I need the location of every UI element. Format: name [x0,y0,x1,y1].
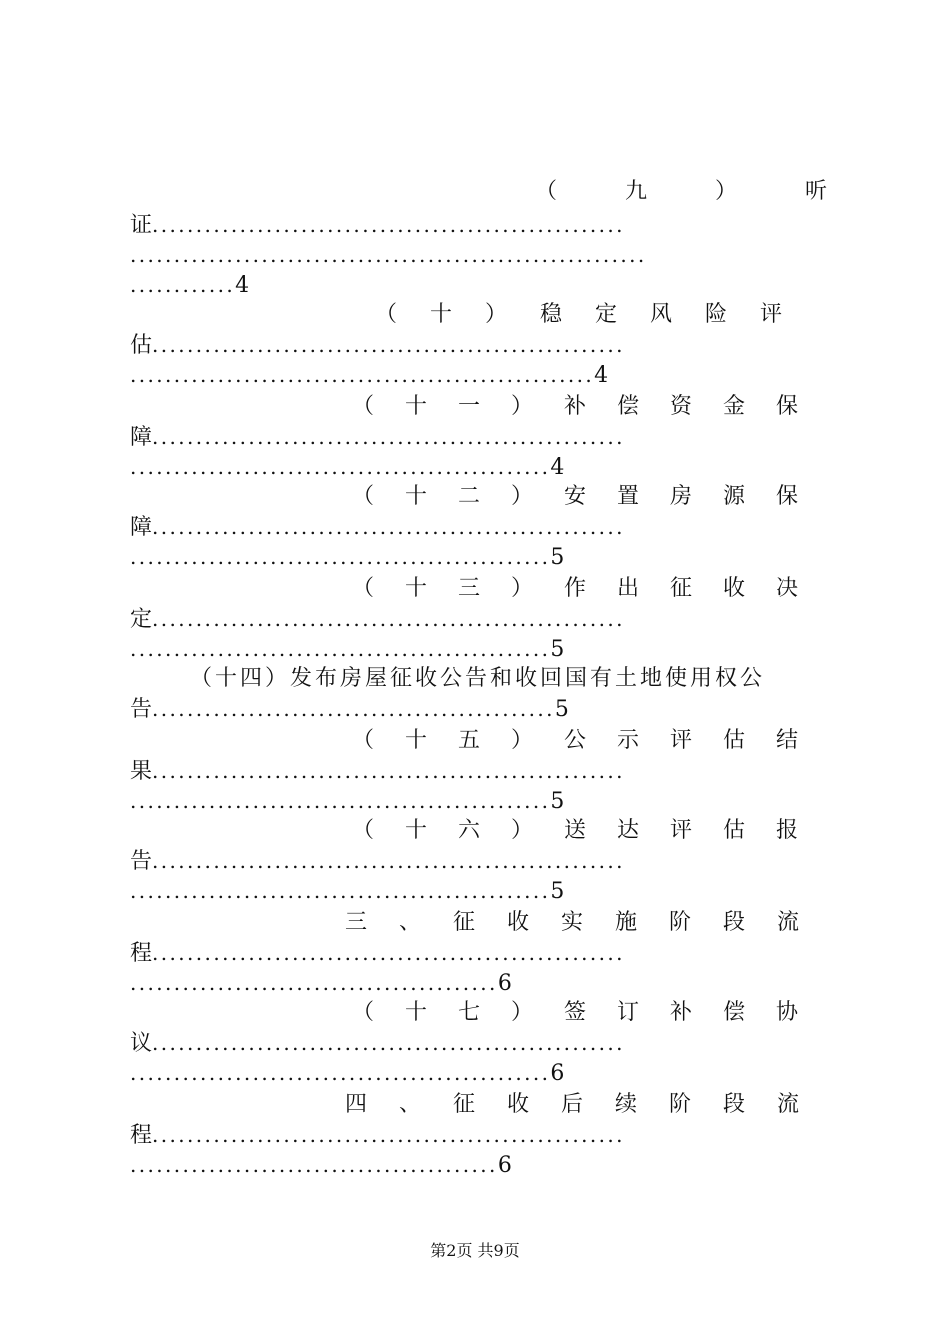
toc-first-char: 告 [130,697,153,722]
toc-entry-page-line: ..........................................6 [130,1153,512,1178]
toc-entry-dots: 定...................................................... [130,607,625,632]
toc-first-char: 证 [130,213,153,238]
toc-entry-title [352,574,830,604]
toc-entry-dots: 障...................................................... [130,515,625,540]
toc-title-text: （九）听 [535,179,896,204]
toc-page-number: 6 [497,971,512,996]
toc-entry-title [345,1090,830,1120]
toc-title-text: （十七）签订补偿协 [352,1000,830,1025]
toc-entry-page-line: ............4 [130,273,250,298]
toc-title-text: 四、征收后续阶段流 [345,1092,832,1117]
toc-first-char: 障 [130,425,153,450]
toc-page-number: 4 [594,363,609,388]
toc-entry-dots: 议...................................................... [130,1031,625,1056]
toc-entry-title [535,177,896,207]
toc-entry-dots: 证...................................................... [130,213,625,238]
toc-title-text: （十五）公示评估结 [352,728,830,753]
toc-page-number: 5 [550,879,565,904]
toc-first-char: 估 [130,333,153,358]
toc-entry-title [375,300,830,330]
toc-entry-dots: 告...................................................... [130,849,625,874]
toc-entry-dots: 果...................................................... [130,759,625,784]
toc-entry-page-line: ................................................5 [130,637,565,662]
toc-title-text: （十一）补偿资金保 [352,394,830,419]
toc-entry-dots: 程...................................................... [130,1123,625,1148]
toc-entry-page-line: 告..............................................5 [130,697,569,722]
toc-entry-title [352,816,830,846]
toc-entry-dots: 障...................................................... [130,425,625,450]
toc-entry-page-line: ................................................5 [130,879,565,904]
toc-page-number: 6 [550,1061,565,1086]
toc-first-char: 果 [130,759,153,784]
toc-page-number: 5 [550,637,565,662]
toc-entry-title [352,482,830,512]
toc-title-text: （十）稳定风险评 [375,302,816,327]
toc-page-number: 5 [554,697,569,722]
toc-entry-title [352,392,830,422]
toc-entry-page-line: ................................................6 [130,1061,565,1086]
toc-entry-dots: ........................................................... [130,243,647,267]
toc-title-text: （十三）作出征收决 [352,576,830,601]
toc-entry-page-line: .....................................................4 [130,363,609,388]
toc-entry-page-line: ................................................5 [130,545,565,570]
toc-page-number: 6 [497,1153,512,1178]
toc-entry-title [352,726,830,756]
toc-first-char: 定 [130,607,153,632]
toc-first-char: 告 [130,849,153,874]
toc-entry-page-line: ..........................................6 [130,971,512,996]
toc-entry-dots: 程...................................................... [130,941,625,966]
toc-title-text: （十四）发布房屋征收公告和收回国有土地使用权公 [190,666,766,691]
toc-page-number: 5 [550,545,565,570]
toc-title-text: 三、征收实施阶段流 [345,910,832,935]
toc-first-char: 议 [130,1031,153,1056]
toc-page-number: 4 [235,273,250,298]
toc-title-text: （十二）安置房源保 [352,484,830,509]
toc-entry-title [345,908,830,938]
toc-entry-page-line: ................................................4 [130,455,565,480]
toc-first-char: 程 [130,1123,153,1148]
toc-title-text: （十六）送达评估报 [352,818,830,843]
toc-first-char: 障 [130,515,153,540]
page-footer: 第2页 共9页 [430,1241,520,1260]
toc-first-char: 程 [130,941,153,966]
toc-page-number: 4 [550,455,565,480]
toc-page-number: 5 [550,789,565,814]
toc-entry-title [190,664,830,694]
toc-entry-page-line: ................................................5 [130,789,565,814]
toc-entry-title [352,998,830,1028]
toc-entry-dots: 估...................................................... [130,333,625,358]
